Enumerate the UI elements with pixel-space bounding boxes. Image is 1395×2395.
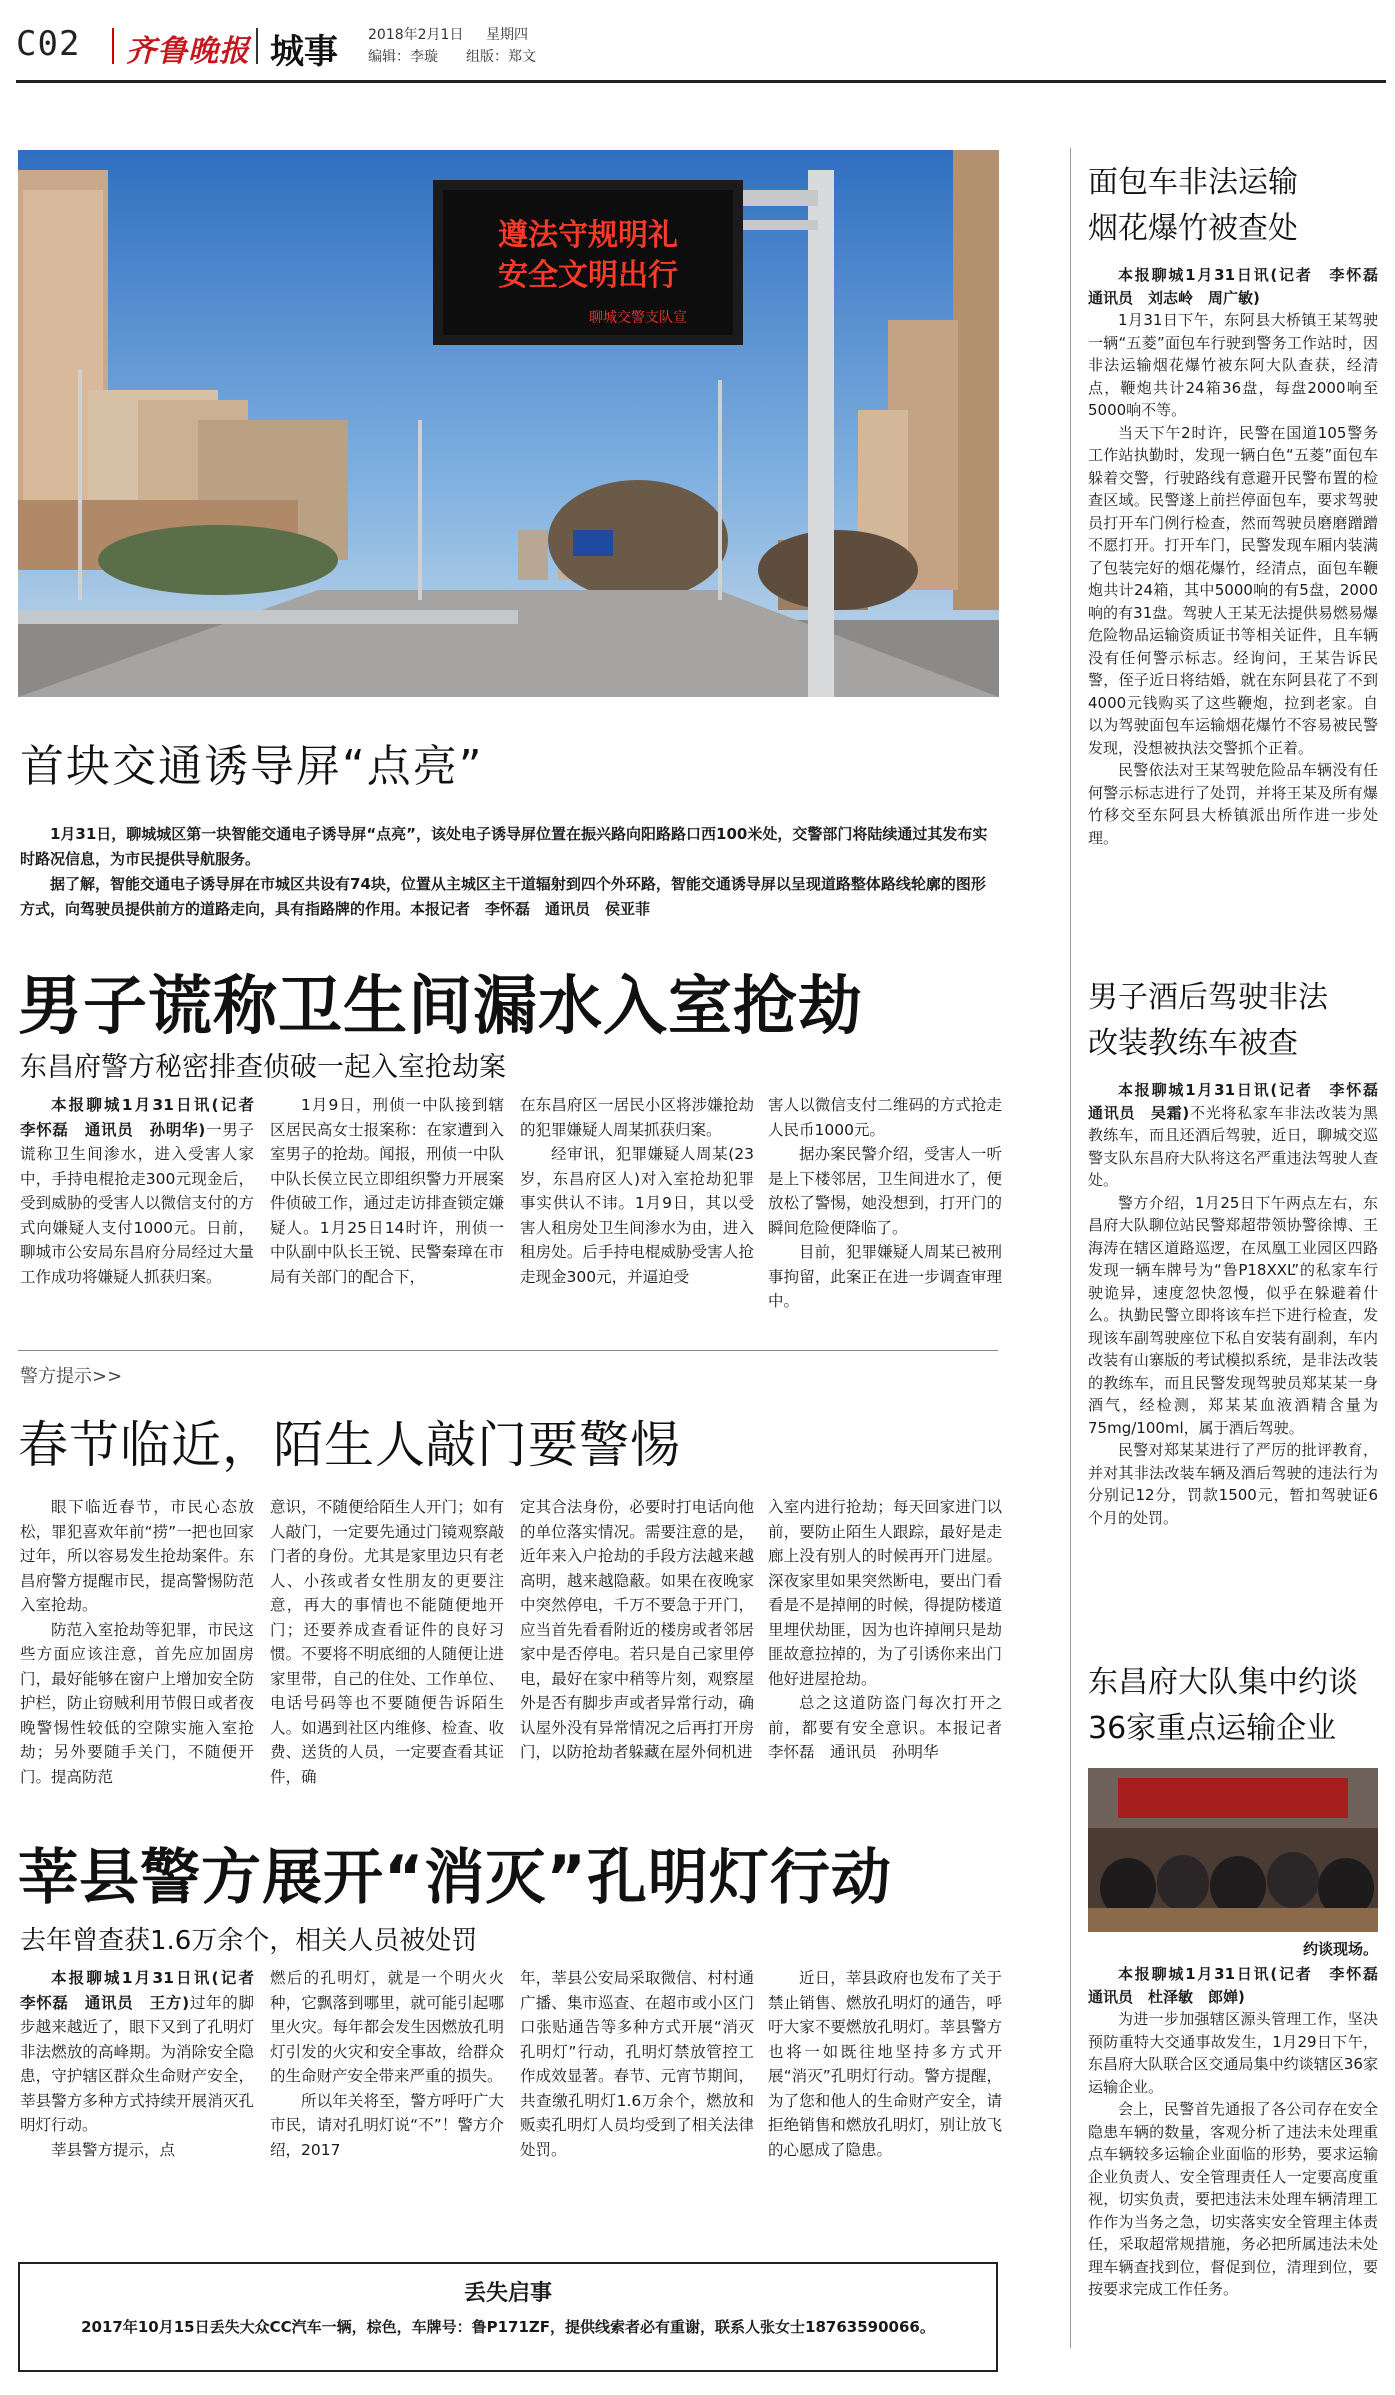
story2-divider bbox=[18, 1350, 998, 1351]
story2-col-2 bbox=[270, 1093, 504, 1289]
page-number: C02 bbox=[16, 24, 81, 64]
paper-name-logo: 齐鲁晚报 bbox=[126, 34, 250, 69]
story2-subhead: 东昌府警方秘密排查侦破一起入室抢劫案 bbox=[20, 1052, 506, 1083]
story2-col4-text: 害人以微信支付二维码的方式抢走人民币1000元。 bbox=[768, 1096, 1002, 1139]
right1-lead: 本报聊城1月31日讯(记者 李怀磊 通讯员 刘志岭 周广敏) bbox=[1088, 266, 1394, 307]
sign-line-1: 遵法守规明礼 bbox=[498, 218, 678, 253]
story3-kicker: 警方提示>> bbox=[20, 1366, 123, 1387]
masthead-divider-2 bbox=[256, 28, 258, 64]
lost-notice-box bbox=[18, 2262, 998, 2372]
sign-line-2: 安全文明出行 bbox=[498, 258, 678, 293]
right2-headline-1: 男子酒后驾驶非法 bbox=[1088, 980, 1328, 1015]
story2-col-3 bbox=[520, 1093, 754, 1289]
right-story1 bbox=[1088, 160, 1394, 849]
section-name: 城事 bbox=[270, 32, 338, 72]
story3-col-2 bbox=[270, 1495, 504, 1789]
masthead-rule bbox=[16, 80, 1386, 83]
story2-col4-para3: 目前，犯罪嫌疑人周某已被刑事拘留，此案正在进一步调查审理中。 bbox=[768, 1243, 1002, 1310]
right2-para-3: 民警对郑某某进行了严厉的批评教育，并对其非法改装车辆及酒后驾驶的违法行为分别记12分，罚款1500元，暂扣驾驶证6个月的处罚。 bbox=[1088, 1441, 1378, 1527]
story4-col4-text: 近日，莘县政府也发布了关于禁止销售、燃放孔明灯的通告，呼吁大家不要燃放孔明灯。莘县警方也将一如既往地坚持多方式开展“消灭”孔明灯行动。警方提醒，为了您和他人的生命财产安全，请拒绝销售和燃放孔明灯，别让放飞的心愿成了隐患。 bbox=[768, 1969, 1002, 2159]
issue-date: 2018年2月1日 bbox=[368, 27, 464, 43]
story2-lead: 本报聊城1月31日讯(记者 李怀磊 通讯员 孙明华) bbox=[20, 1096, 270, 1139]
right-story2 bbox=[1088, 975, 1394, 1529]
story3-col1-para2: 防范入室抢劫等犯罪，市民这些方面应该注意，首先应加固房门，最好能够在窗户上增加安全防护栏，防止窃贼利用节假日或者夜晚警惕性较低的空隙实施入室抢劫；另外要随手关门，不随便开门。提高防范 bbox=[20, 1620, 254, 1786]
story4-col2-text: 燃后的孔明灯，就是一个明火火种，它飘落到哪里，就可能引起哪里火灾。每年都会发生因燃放孔明灯引发的火灾和安全事故，给群众的生命财产安全带来严重的损失。 bbox=[270, 1969, 504, 2085]
sign-org: 聊城交警支队宣 bbox=[589, 310, 687, 326]
story2-headline: 男子谎称卫生间漏水入室抢劫 bbox=[18, 970, 863, 1044]
right1-para-3: 民警依法对王某驾驶危险品车辆没有任何警示标志进行了处罚，并将王某及所有爆竹移交至东阿县大桥镇派出所作进一步处理。 bbox=[1088, 761, 1378, 847]
story4-col1-para2: 莘县警方提示，点 bbox=[51, 2140, 176, 2159]
story1-body bbox=[20, 822, 998, 922]
story4-col2-para2: 所以年关将至，警方呼吁广大市民，请对孔明灯说“不”！警方介绍，2017 bbox=[270, 2091, 504, 2159]
story1-headline: 首块交通诱导屏“点亮” bbox=[20, 741, 484, 792]
editor-credit: 编辑：李璇 bbox=[368, 49, 438, 65]
story1-para-2: 据了解，智能交通电子诱导屏在市城区共设有74块，位置从主城区主干道辐射到四个外环路，智能交通诱导屏以呈现道路整体路线轮廓的图形方式，向驾驶员提供前方的道路走向，具有指路牌的作用。本报记者 李怀磊 通讯员 侯亚菲 bbox=[20, 875, 986, 918]
story3-col-3 bbox=[520, 1495, 754, 1765]
story4-headline: 莘县警方展开“消灭”孔明灯行动 bbox=[18, 1843, 892, 1913]
top-photo bbox=[18, 150, 999, 697]
story3-col4-text: 入室内进行抢劫；每天回家进门以前，要防止陌生人跟踪，最好是走廊上没有别人的时候再开门进屋。深夜家里如果突然断电，要出门看看是不是掉闸的时候，得提防楼道里埋伏劫匪，因为也许掉闸只是劫匪故意拉掉的，为了引诱你来出门他好进屋抢劫。 bbox=[768, 1498, 1002, 1688]
story4-col-4 bbox=[768, 1966, 1002, 2162]
right1-para-1: 1月31日下午，东阿县大桥镇王某驾驶一辆“五菱”面包车行驶到警务工作站时，因非法运输烟花爆竹被东阿大队查获，经清点，鞭炮共计24箱36盘，每盘2000响至5000响不等。 bbox=[1088, 311, 1378, 419]
story3-col2-text: 意识，不随便给陌生人开门；如有人敲门，一定要先通过门镜观察敲门者的身份。尤其是家里边只有老人、小孩或者女性朋友的更要注意，再大的事情也不能随便地开门；还要养成查看证件的良好习惯。不要将不明底细的人随便让进家里带，自己的住处、工作单位、电话号码等也不要随便告诉陌生人。如遇到社区内维修、检查、收费、送货的人员，一定要查看其证件，确 bbox=[270, 1498, 504, 1786]
story2-col4-para2: 据办案民警介绍，受害人一听是上下楼邻居，卫生间进水了，便放松了警惕，她没想到，打开门的瞬间危险便降临了。 bbox=[768, 1145, 1002, 1237]
right3-lead: 本报聊城1月31日讯(记者 李怀磊 通讯员 杜泽敏 郎婵) bbox=[1088, 1965, 1394, 2006]
story4-lead: 本报聊城1月31日讯(记者 李怀磊 通讯员 王方) bbox=[20, 1969, 270, 2012]
street-scene-photo bbox=[18, 150, 999, 697]
lost-notice-body: 2017年10月15日丢失大众CC汽车一辆，棕色，车牌号：鲁P171ZF，提供线索者必有重谢，联系人张女士18763590066。 bbox=[81, 2318, 935, 2336]
meeting-photo bbox=[1088, 1768, 1378, 1932]
masthead-divider bbox=[112, 28, 114, 64]
story4-col3-text: 年，莘县公安局采取微信、村村通广播、集市巡查、在超市或小区门口张贴通告等多种方式开展“消灭孔明灯”行动，孔明灯禁放管控工作成效显著。春节、元宵节期间，共查缴孔明灯1.6万余个，燃放和贩卖孔明灯人员均受到了相关法律处罚。 bbox=[520, 1969, 754, 2159]
meeting-photo-caption: 约谈现场。 bbox=[1302, 1940, 1378, 1958]
story2-col2-text: 1月9日，刑侦一中队接到辖区居民高女士报案称：在家遭到入室男子的抢劫。闻报，刑侦一中队中队长侯立民立即组织警力开展案件侦破工作，通过走访排查锁定嫌疑人。1月25日14时许，刑侦一中队副中队长王锐、民警秦璋在市局有关部门的配合下， bbox=[270, 1096, 504, 1286]
story4-col-3 bbox=[520, 1966, 754, 2162]
story3-col1-text: 眼下临近春节，市民心态放松，罪犯喜欢年前“捞”一把也回家过年，所以容易发生抢劫案件。东昌府警方提醒市民，提高警惕防范入室抢劫。 bbox=[20, 1498, 254, 1614]
right2-para-2: 警方介绍，1月25日下午两点左右，东昌府大队聊位站民警郑超带领协警徐博、王海涛在辖区道路巡逻，在凤凰工业园区四路发现一辆车牌号为“鲁P18XXL”的私家车行驶诡异，速度忽快忽慢，似乎在躲避着什么。执勤民警立即将该车拦下进行检查，发现该车副驾驶座位下私自安装有副刹，车内改装有山寨版的考试模拟系统，是非法改装的教练车，而且民警发现驾驶员郑某某一身酒气，经检测，郑某某血液酒精含量为75mg/100ml，属于酒后驾驶。 bbox=[1088, 1193, 1378, 1437]
story2-col-1 bbox=[20, 1093, 270, 1289]
story2-col3-para2: 经审讯，犯罪嫌疑人周某(23岁，东昌府区人)对入室抢劫犯罪事实供认不讳。1月9日，其以受害人租房处卫生间渗水为由，进入租房处。后手持电棍威胁受害人抢走现金300元，并逼迫受 bbox=[520, 1145, 754, 1286]
story4-subhead: 去年曾查获1.6万余个，相关人员被处罚 bbox=[20, 1926, 478, 1956]
story3-col3-text: 定其合法身份，必要时打电话向他的单位落实情况。需要注意的是，近年来入户抢劫的手段方法越来越高明，越来越隐蔽。如果在夜晚家中突然停电，千万不要急于开门，应当首先看看附近的楼房或者邻居家中是否停电。若只是自己家里停电，最好在家中稍等片刻，观察屋外是否有脚步声或者异常行动，确认屋外没有异常情况之后再打开房门，以防抢劫者躲藏在屋外伺机进 bbox=[520, 1498, 754, 1761]
story4-col-2 bbox=[270, 1966, 504, 2162]
right3-para-2: 会上，民警首先通报了各公司存在安全隐患车辆的数量，客观分析了违法未处理重点车辆较多运输企业面临的形势，要求运输企业负责人、安全管理责任人一定要高度重视，切实负责，要把违法未处理车辆清理工作作为当务之急，切实落实安全管理主体责任，采取超常规措施，务必把所属违法未处理车辆查找到位，督促到位，清理到位，要按要求完成工作任务。 bbox=[1088, 2100, 1378, 2298]
story3-col-4 bbox=[768, 1495, 1018, 1765]
story1-para-1: 1月31日，聊城城区第一块智能交通电子诱导屏“点亮”，该处电子诱导屏位置在振兴路向阳路路口西100米处，交警部门将陆续通过其发布实时路况信息，为市民提供导航服务。 bbox=[20, 825, 988, 868]
story2-col1-text: 一男子谎称卫生间渗水，进入受害人家中，手持电棍抢走300元现金后，受到威胁的受害人以微信支付的方式向嫌疑人支付1000元。日前，聊城市公安局东昌府分局经过大量工作成功将嫌疑人抓获归案。 bbox=[20, 1120, 254, 1286]
right3-para-1: 为进一步加强辖区源头管理工作，坚决预防重特大交通事故发生，1月29日下午，东昌府大队联合区交通局集中约谈辖区36家运输企业。 bbox=[1088, 2010, 1378, 2096]
lost-notice-title: 丢失启事 bbox=[463, 2281, 552, 2306]
right3-headline-1: 东昌府大队集中约谈 bbox=[1088, 1665, 1358, 1700]
story2-col3-text: 在东昌府区一居民小区将涉嫌抢劫的犯罪嫌疑人周某抓获归案。 bbox=[520, 1096, 754, 1139]
story3-col4-para2: 总之这道防盗门每次打开之前，都要有安全意识。本报记者 李怀磊 通讯员 孙明华 bbox=[768, 1694, 1018, 1761]
right2-headline-2: 改装教练车被查 bbox=[1088, 1026, 1298, 1061]
right3-headline-2: 36家重点运输企业 bbox=[1088, 1711, 1337, 1746]
right2-lead: 本报聊城1月31日讯(记者 李怀磊 通讯员 吴霜) bbox=[1088, 1081, 1394, 1122]
right-story3 bbox=[1088, 1660, 1394, 2301]
right1-headline-1: 面包车非法运输 bbox=[1088, 165, 1298, 200]
story2-col-4 bbox=[768, 1093, 1002, 1314]
right2-para-1: 不光将私家车非法改装为黑教练车，而且还酒后驾驶，近日，聊城交巡警支队东昌府大队将这名严重违法驾驶人查处。 bbox=[1088, 1103, 1378, 1189]
story3-col-1 bbox=[20, 1495, 254, 1789]
story3-headline: 春节临近，陌生人敲门要警惕 bbox=[18, 1416, 681, 1474]
right1-para-2: 当天下午2时许，民警在国道105警务工作站执勤时，发现一辆白色“五菱”面包车躲着交警，行驶路线有意避开民警布置的检查区域。民警遂上前拦停面包车，要求驾驶员打开车门例行检查，然而驾驶员磨磨蹭蹭不愿打开。打开车门，民警发现车厢内装满了包装完好的烟花爆竹，经清点，面包车鞭炮共计24箱，其中5000响的有5盘，2000响的有31盘。驾驶人王某无法提供易燃易爆危险物品运输资质证书等相关证件，且车辆没有任何警示标志。经询问，王某告诉民警，侄子近日将结婚，就在东阿县花了不到4000元钱购买了这些鞭炮，拉到老家。自以为驾驶面包车运输烟花爆竹不容易被民警发现，没想被执法交警抓个正着。 bbox=[1088, 423, 1378, 757]
issue-weekday: 星期四 bbox=[486, 27, 528, 43]
right-column-divider bbox=[1070, 148, 1071, 2348]
right1-headline-2: 烟花爆竹被查处 bbox=[1088, 211, 1298, 246]
layout-credit: 组版：郑文 bbox=[466, 49, 536, 65]
story4-col-1 bbox=[20, 1966, 270, 2162]
masthead bbox=[16, 22, 1386, 72]
story4-col1-text: 过年的脚步越来越近了，眼下又到了孔明灯非法燃放的高峰期。为消除安全隐患，守护辖区群众生命财产安全，莘县警方多种方式持续开展消灭孔明灯行动。 bbox=[20, 1993, 254, 2134]
